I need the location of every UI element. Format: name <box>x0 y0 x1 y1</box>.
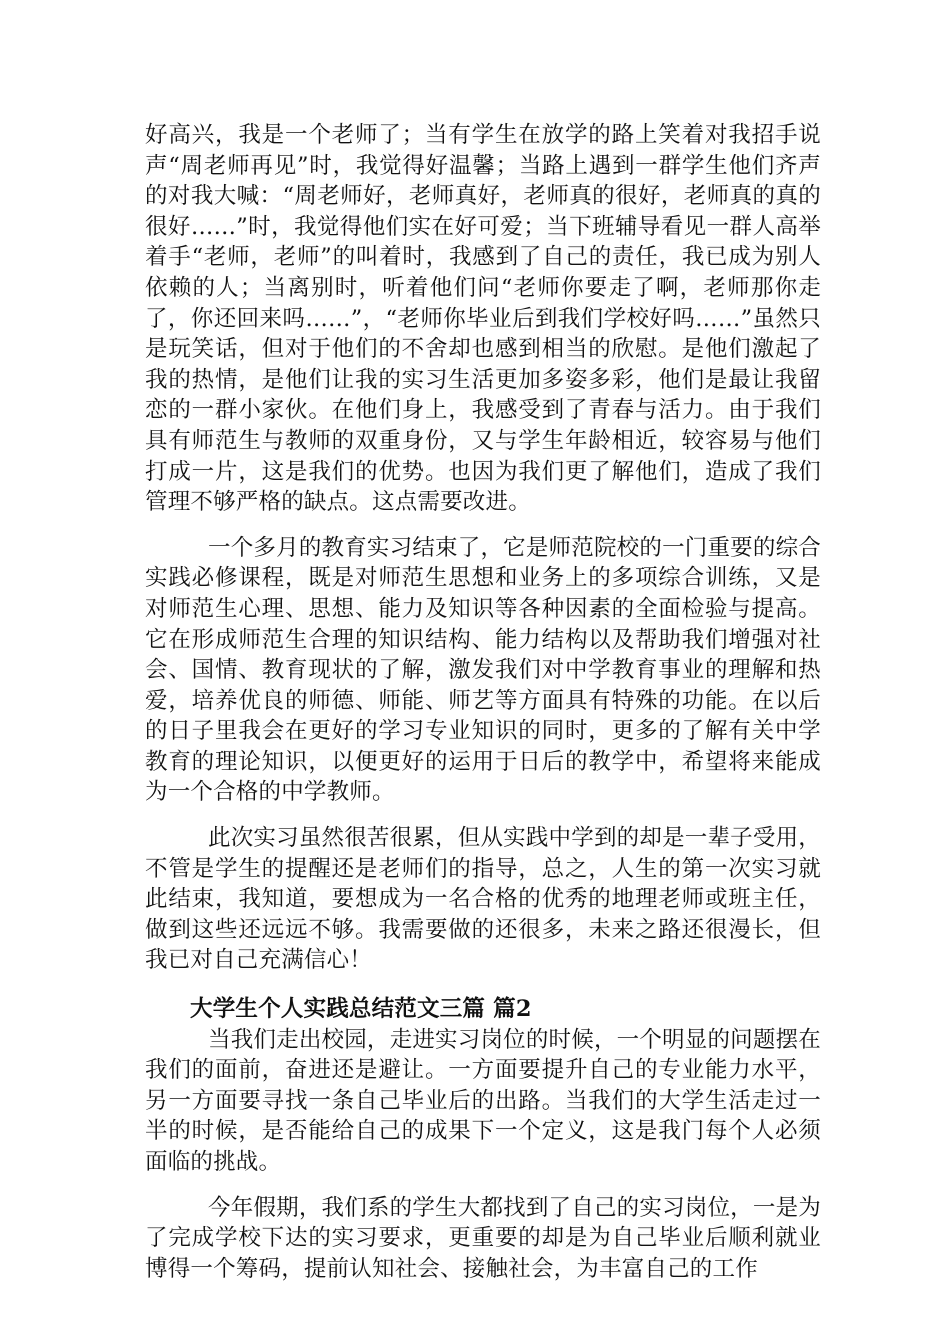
paragraph-continued: 好高兴，我是一个老师了；当有学生在放学的路上笑着对我招手说声“周老师再见”时，我觉得好温馨；当路上遇到一群学生他们齐声的对我大喊：“周老师好，老师真好，老师真的很好，老师真的真的很好……”时，我觉得他们实在好可爱；当下班辅导看见一群人高举着手“老师，老师”的叫着时，我感到了自己的责任，我已成为别人依赖的人；当离别时，听着他们问“老师你要走了啊，老师那你走了，你还回来吗……”，“老师你毕业后到我们学校好吗……”虽然只是玩笑话，但对于他们的不舍却也感到相当的欣慰。是他们激起了我的热情，是他们让我的实习生活更加多姿多彩，他们是最让我留恋的一群小家伙。在他们身上，我感受到了青春与活力。由于我们具有师范生与教师的双重身份，又与学生年龄相近，较容易与他们打成一片，这是我们的优势。也因为我们更了解他们，造成了我们管理不够严格的缺点。这点需要改进。 <box>145 122 821 516</box>
paragraph-section2-holiday: 今年假期，我们系的学生大都找到了自己的实习岗位，一是为了完成学校下达的实习要求，更重要的却是为自己毕业后顺利就业博得一个筹码，提前认知社会、接触社会，为丰富自己的工作 <box>145 1194 821 1282</box>
section-heading: 大学生个人实践总结范文三篇 篇2 <box>190 996 532 1023</box>
document-page <box>145 120 821 1284</box>
paragraph-conclusion: 此次实习虽然很苦很累，但从实践中学到的却是一辈子受用，不管是学生的提醒还是老师们的指导，总之，人生的第一次实习就此结束，我知道，要想成为一名合格的优秀的地理老师或班主任，做到这些还远远不够。我需要做的还很多，未来之路还很漫长，但我已对自己充满信心！ <box>145 825 821 974</box>
paragraph-section2-intro: 当我们走出校园，走进实习岗位的时候，一个明显的问题摆在我们的面前，奋进还是避让。一方面要提升自己的专业能力水平，另一方面要寻找一条自己毕业后的出路。当我们的大学生活走过一半的时候，是否能给自己的成果下一个定义，这是我门每个人必须面临的挑战。 <box>145 1026 821 1175</box>
paragraph-internship-summary: 一个多月的教育实习结束了，它是师范院校的一门重要的综合实践必修课程，既是对师范生思想和业务上的多项综合训练，又是对师范生心理、思想、能力及知识等各种因素的全面检验与提高。它在形成师范生合理的知识结构、能力结构以及帮助我们增强对社会、国情、教育现状的了解，激发我们对中学教育事业的理解和热爱，培养优良的师德、师能、师艺等方面具有特殊的功能。在以后的日子里我会在更好的学习专业知识的同时，更多的了解有关中学教育的理论知识，以便更好的运用于日后的教学中，希望将来能成为一个合格的中学教师。 <box>145 534 821 806</box>
